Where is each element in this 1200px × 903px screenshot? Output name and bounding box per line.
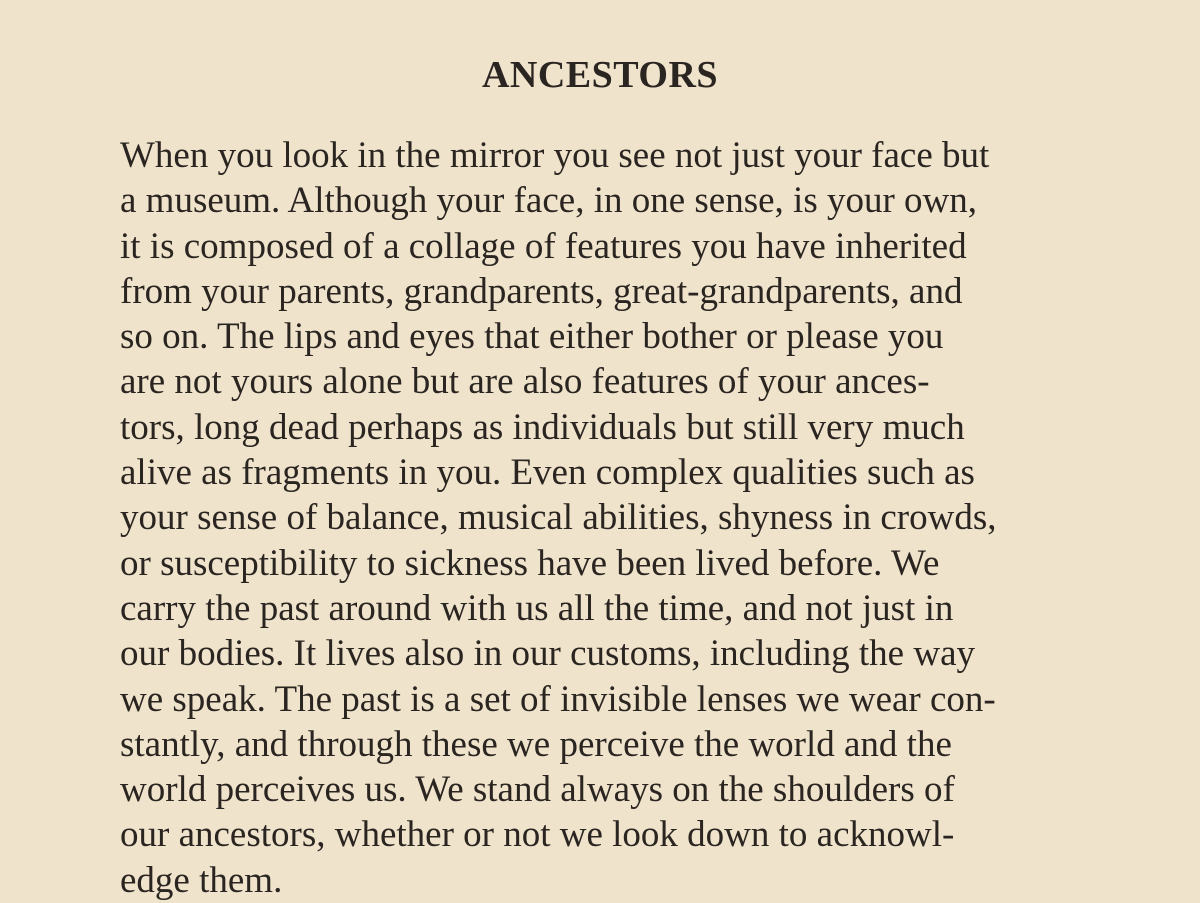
text-line: are not yours alone but are also features of your ances- <box>120 361 930 403</box>
text-line: edge them. <box>120 859 283 901</box>
text-line: world perceives us. We stand always on the shoulders of <box>120 769 955 811</box>
text-line: carry the past around with us all the time, and not just in <box>120 587 954 629</box>
text-line: our bodies. It lives also in our customs, including the way <box>120 633 975 675</box>
text-line: from your parents, grandparents, great-grandparents, and <box>120 270 963 312</box>
text-line: alive as fragments in you. Even complex qualities such as <box>120 452 975 494</box>
text-line: When you look in the mirror you see not just your face but <box>120 135 990 176</box>
text-line: so on. The lips and eyes that either bother or please you <box>120 316 944 358</box>
text-line: our ancestors, whether or not we look down to acknowl- <box>120 814 955 856</box>
text-line: your sense of balance, musical abilities, shyness in crowds, <box>120 497 997 539</box>
text-line: we speak. The past is a set of invisible lenses we wear con- <box>120 678 996 720</box>
chapter-title: ANCESTORS <box>481 54 719 96</box>
body-paragraph <box>120 133 1100 903</box>
text-line: it is composed of a collage of features you have inherited <box>120 225 967 267</box>
text-line: a museum. Although your face, in one sense, is your own, <box>120 180 978 222</box>
text-line: or susceptibility to sickness have been lived before. We <box>120 542 940 584</box>
text-line: stantly, and through these we perceive the world and the <box>120 723 952 765</box>
text-line: tors, long dead perhaps as individuals but still very much <box>120 406 965 448</box>
